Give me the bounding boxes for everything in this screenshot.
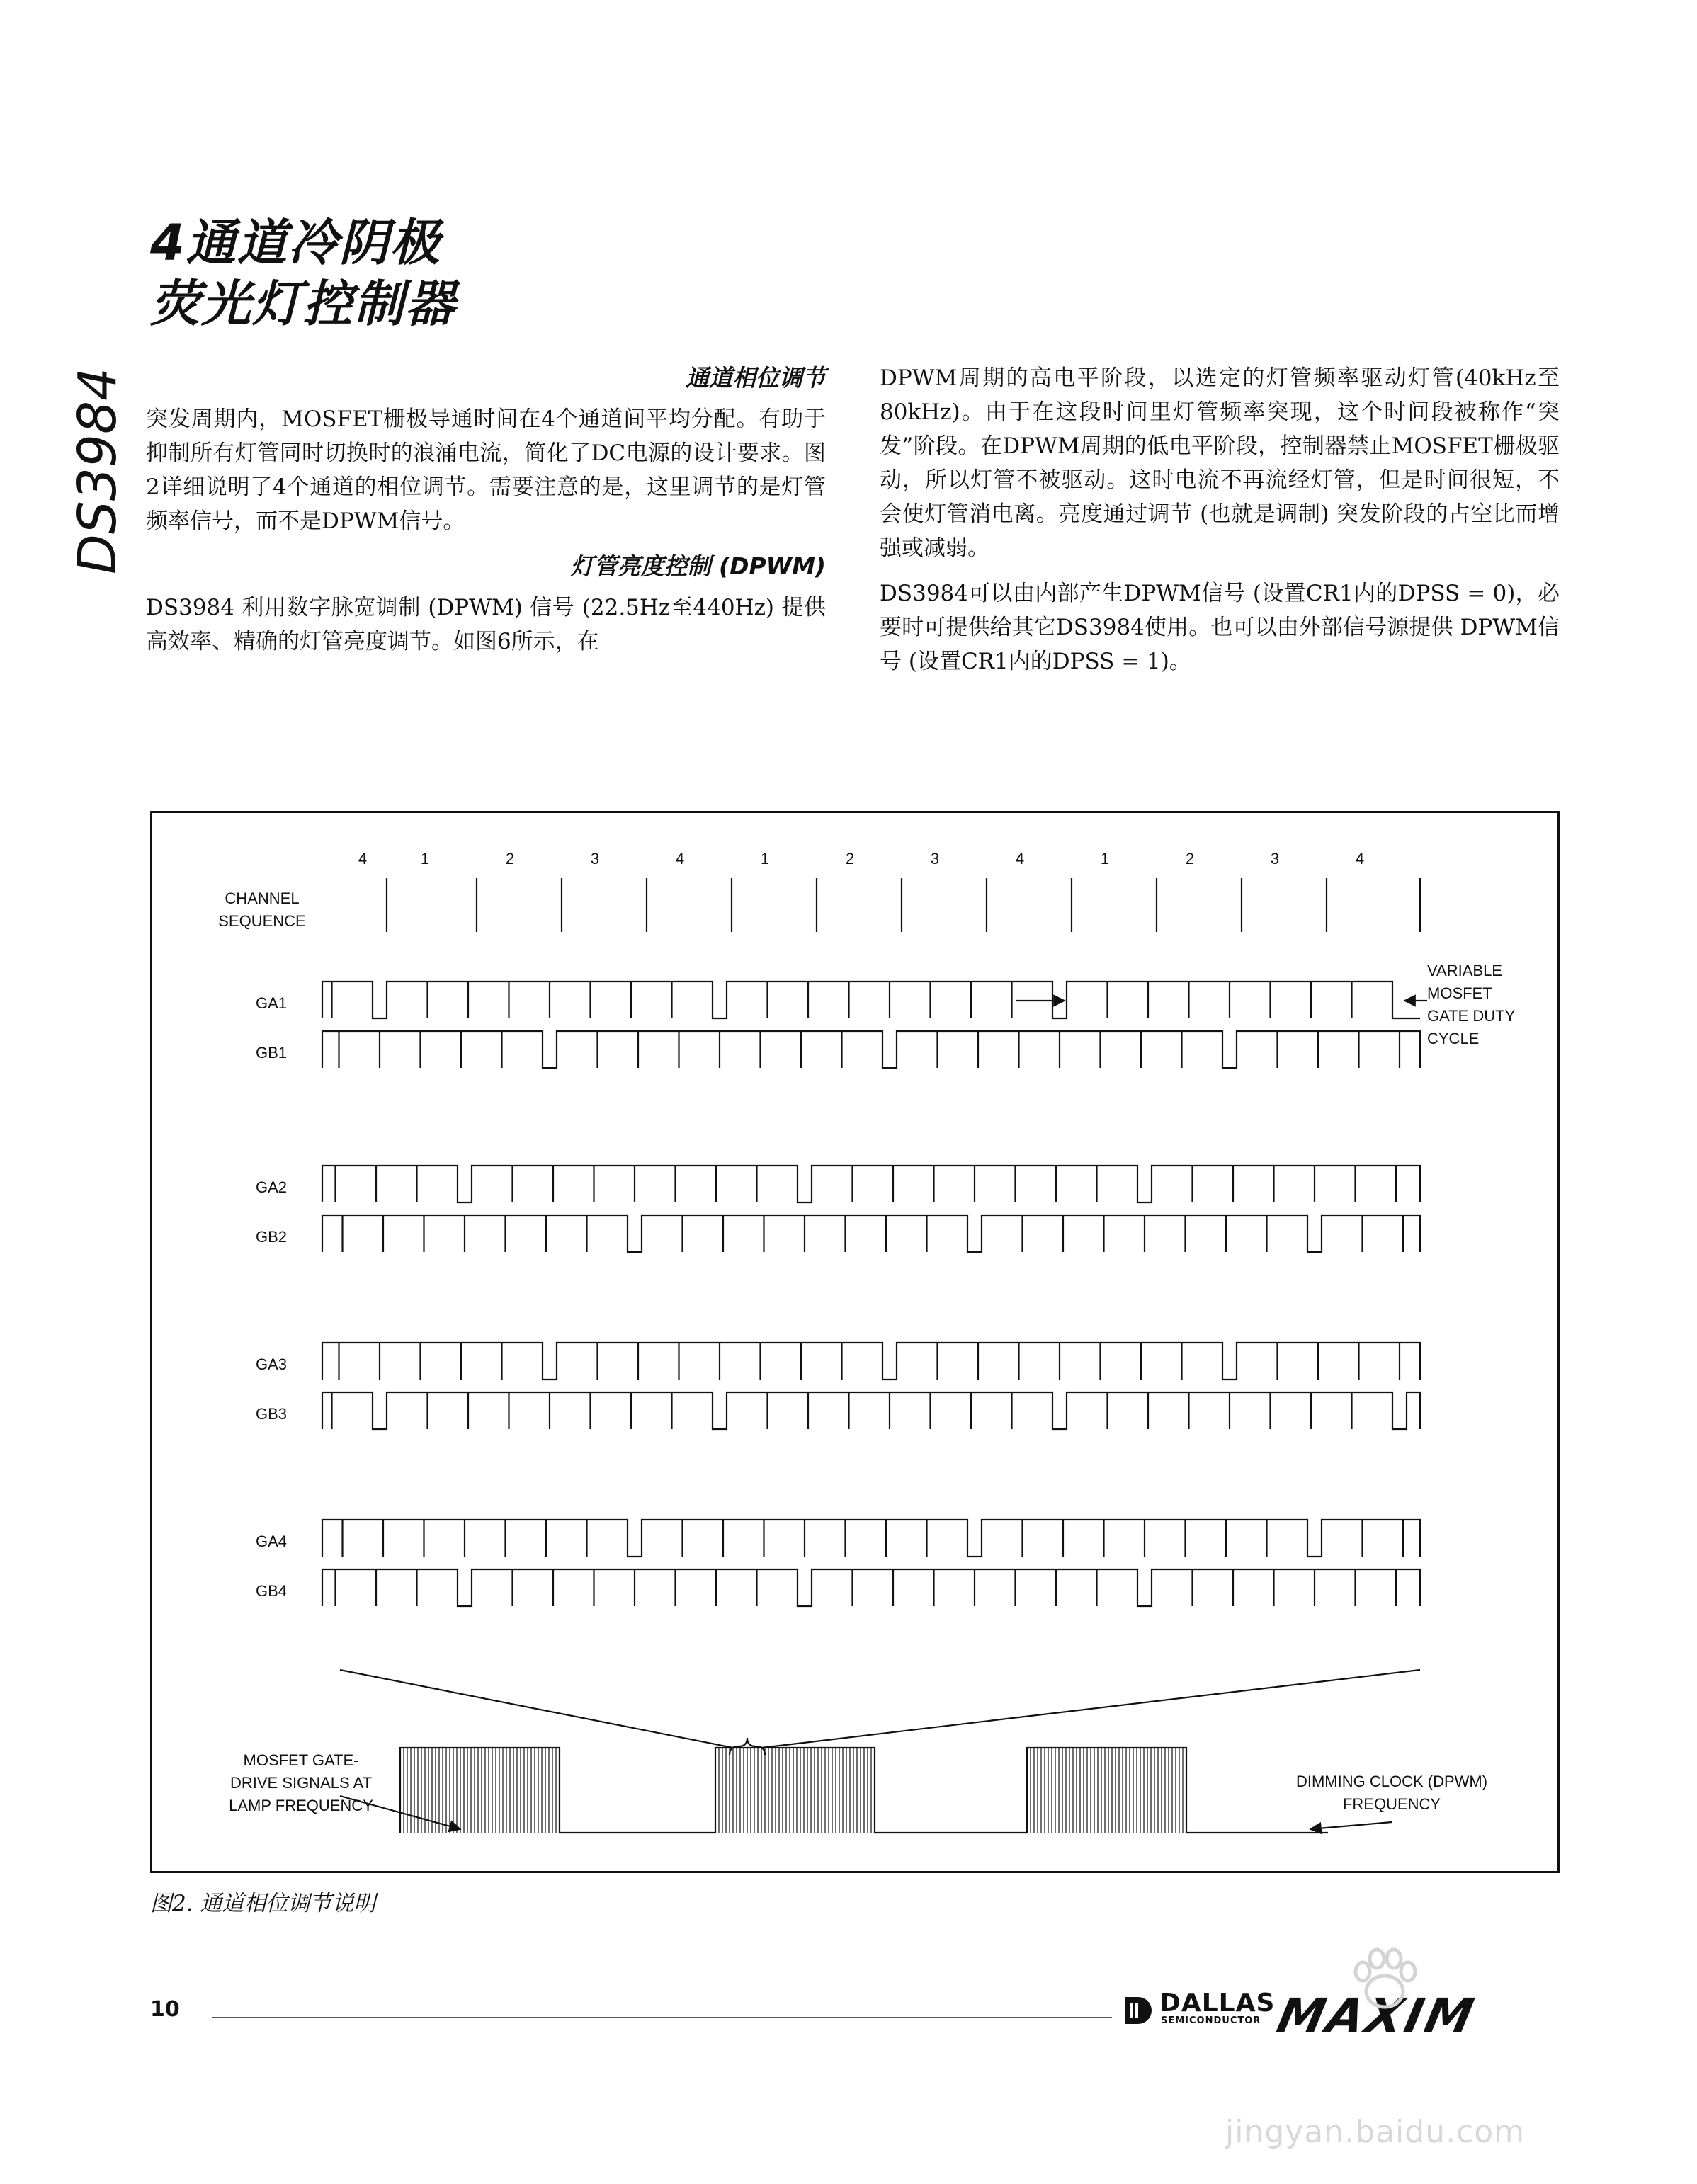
sequence-number-10: 1 (1100, 850, 1110, 868)
title-line-1: 4通道冷阴极 (150, 214, 441, 272)
mosfet-label-1: MOSFET GATE- (243, 1751, 359, 1769)
sequence-number-13: 4 (1355, 850, 1365, 868)
variable-duty-label-3: GATE DUTY (1427, 1007, 1516, 1025)
signal-label-ga3: GA3 (255, 1355, 287, 1373)
sequence-number-9: 4 (1015, 850, 1025, 868)
figure-caption: 图2. 通道相位调节说明 (150, 1891, 376, 1916)
waveform-gb4 (322, 1569, 1420, 1606)
waveform-ga2 (322, 1166, 1420, 1202)
sequence-number-8: 3 (930, 850, 940, 868)
gate-signals (256, 962, 1516, 1606)
dimming-label-arrow (1310, 1822, 1392, 1829)
sequence-number-7: 2 (845, 850, 855, 868)
page-number: 10 (150, 1997, 180, 2022)
signal-label-ga4: GA4 (255, 1532, 287, 1550)
sequence-number-2: 1 (420, 850, 430, 868)
sequence-number-4: 3 (590, 850, 600, 868)
dallas-logo-subtext: SEMICONDUCTOR (1161, 2015, 1261, 2026)
section-heading-channel-phase: 通道相位调节 (686, 364, 826, 392)
baidu-paw-icon (1346, 1940, 1424, 2018)
signal-label-ga2: GA2 (255, 1178, 287, 1196)
waveform-ga1 (322, 982, 1420, 1018)
maxim-logo: MAXIM (1272, 1989, 1482, 2043)
paragraph-dpwm: DS3984 利用数字脉宽调制 (DPWM) 信号 (22.5Hz至440Hz) 提供高效率、精确的灯管亮度调节。如图6所示，在 (146, 595, 826, 654)
signal-label-gb3: GB3 (255, 1405, 287, 1423)
paragraph-dpwm-continued: DPWM周期的高电平阶段，以选定的灯管频率驱动灯管(40kHz至80kHz)。由于在这段时间里灯管频率突现，这个时间段被称作“突发”阶段。在DPWM周期的低电平阶段，控制器禁止MOSFET栅极驱动，所以灯管不被驱动。这时电流不再流经灯管，但是时间很短，不会使灯管消电离。亮度通过调节 (也就是调制) 突发阶段的占空比而增强或减弱。 (880, 365, 1560, 561)
waveform-gb1 (322, 1031, 1420, 1068)
channel-sequence (218, 850, 1420, 932)
zoom-line-left (340, 1670, 733, 1748)
signal-label-gb2: GB2 (255, 1228, 287, 1246)
section-heading-dpwm: 灯管亮度控制 (DPWM) (570, 552, 826, 580)
waveform-ga3 (322, 1343, 1420, 1380)
dpwm-detail (229, 1670, 1487, 1833)
variable-duty-label-4: CYCLE (1427, 1030, 1480, 1047)
paragraph-channel-phase: 突发周期内，MOSFET栅极导通时间在4个通道间平均分配。有助于抑制所有灯管同时切换时的浪涌电流，简化了DC电源的设计要求。图2详细说明了4个通道的相位调节。需要注意的是，这里调节的是灯管频率信号，而不是DPWM信号。 (146, 406, 826, 534)
dallas-mark-icon (1123, 1994, 1155, 2027)
channel-sequence-label-1: CHANNEL (225, 889, 300, 907)
channel-sequence-label-2: SEQUENCE (218, 912, 306, 930)
sequence-number-3: 2 (505, 850, 515, 868)
sequence-number-5: 4 (675, 850, 685, 868)
watermark-url: jingyan.baidu.com (1225, 2114, 1526, 2150)
dallas-logo-text: DALLAS (1159, 1989, 1276, 2018)
page-title (150, 212, 456, 334)
mosfet-label-3: LAMP FREQUENCY (229, 1797, 373, 1814)
dimming-label-2: FREQUENCY (1342, 1795, 1441, 1813)
signal-label-gb1: GB1 (255, 1044, 287, 1062)
right-column (880, 361, 1560, 690)
variable-duty-label-2: MOSFET (1427, 984, 1492, 1002)
mosfet-label-2: DRIVE SIGNALS AT (229, 1774, 373, 1792)
sequence-number-11: 2 (1185, 850, 1195, 868)
part-number-label: DS3984 (67, 367, 128, 575)
waveform-gb2 (322, 1215, 1420, 1252)
timing-diagram-figure (150, 811, 1560, 1873)
zoom-line-right (761, 1670, 1420, 1748)
sequence-number-6: 1 (760, 850, 770, 868)
sequence-number-1: 4 (358, 850, 368, 868)
waveform-ga4 (322, 1520, 1420, 1557)
waveform-gb3 (322, 1392, 1420, 1429)
timing-diagram (152, 813, 1562, 1875)
signal-label-gb4: GB4 (255, 1582, 287, 1600)
side-part-number (55, 367, 140, 575)
dallas-logo (1123, 1990, 1278, 2032)
signal-label-ga1: GA1 (255, 994, 287, 1012)
title-line-2: 荧光灯控制器 (150, 275, 456, 333)
variable-duty-label-1: VARIABLE (1427, 962, 1502, 979)
sequence-number-12: 3 (1270, 850, 1280, 868)
dimming-label-1: DIMMING CLOCK (DPWM) (1295, 1773, 1488, 1790)
left-column (146, 361, 826, 670)
paragraph-dpss: DS3984可以由内部产生DPWM信号 (设置CR1内的DPSS = 0)，必要时可提供给其它DS3984使用。也可以由外部信号源提供 DPWM信号 (设置CR1内的DPSS = 1)。 (880, 581, 1560, 674)
footer-rule (212, 2017, 1112, 2018)
